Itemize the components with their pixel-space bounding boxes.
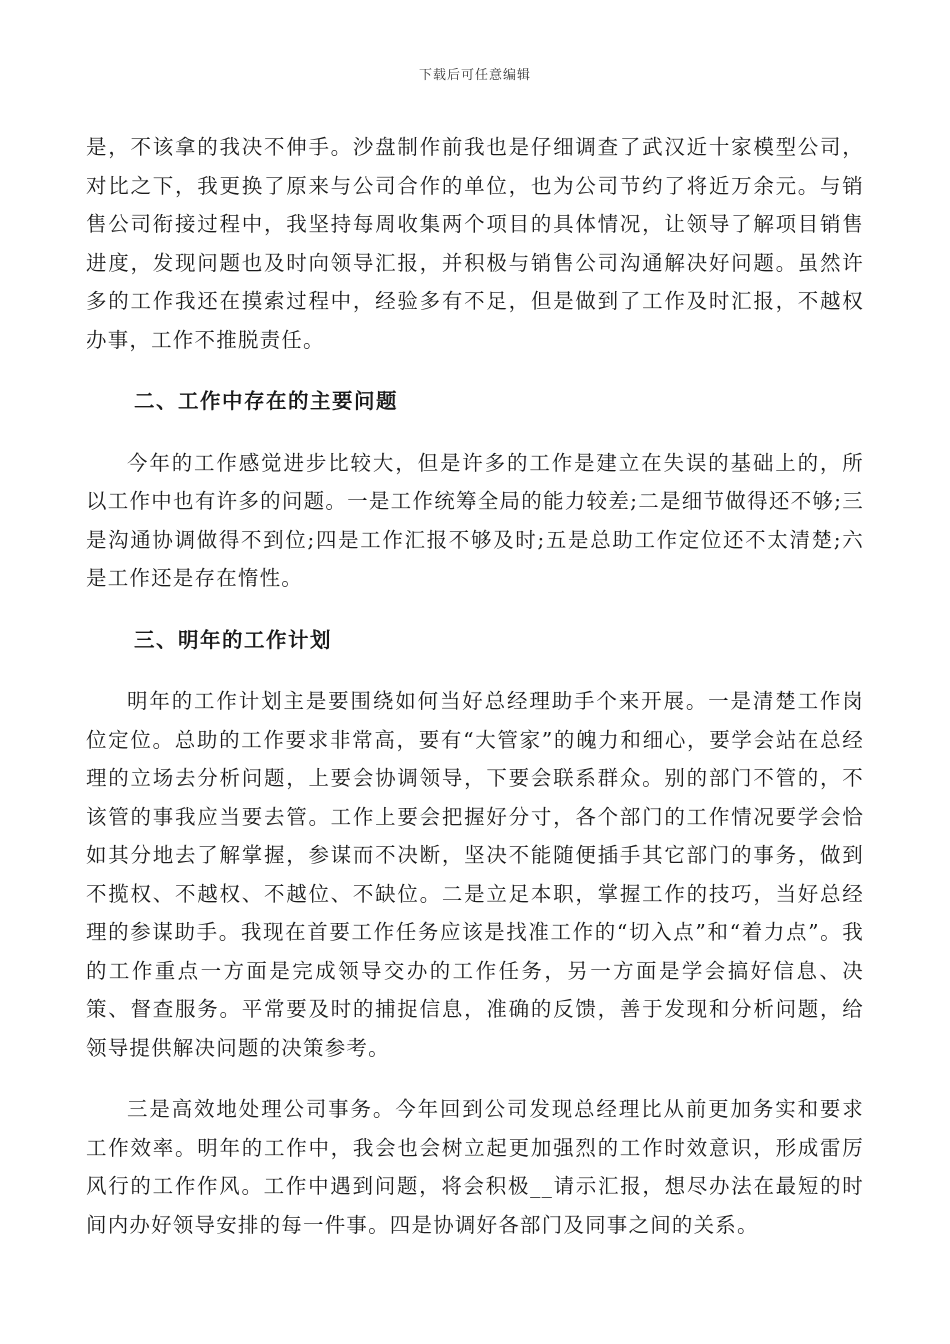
section-heading-plan: 三、明年的工作计划 [134,627,332,652]
spacer [86,1067,864,1090]
paragraph-plan: 明年的工作计划主是要围绕如何当好总经理助手个来开展。一是清楚工作岗位定位。总助的工作要求非常高，要有“大管家”的魄力和细心，要学会站在总经理的立场去分析问题，上要会协调领导，下要会联系群众。别的部门不管的，不该管的事我应当要去管。工作上要会把握好分寸，各个部门的工作情况要学会恰如其分地去了解掌握，参谋而不决断，坚决不能随便插手其它部门的事务，做到不揽权、不越权、不越位、不缺位。二是立足本职，掌握工作的技巧，当好总经理的参谋助手。我现在首要工作任务应该是找准工作的“切入点”和“着力点”。我的工作重点一方面是完成领导交办的工作任务，另一方面是学会搞好信息、决策、督查服务。平常要及时的捕捉信息，准确的反馈，善于发现和分析问题，给领导提供解决问题的决策参考。 [86,689,864,1060]
spacer [86,598,864,621]
section-heading-problems: 二、工作中存在的主要问题 [134,389,398,413]
paragraph-efficiency: 三是高效地处理公司事务。今年回到公司发现总经理比从前更加务实和要求工作效率。明年的工作中，我会也会树立起更加强烈的工作时效意识，形成雷厉风行的工作作风。工作中遇到问题，将会积极__请示汇报，想尽办法在最短的时间内办好领导安排的每一件事。四是协调好各部门及同事之间的关系。 [86,1097,864,1237]
paragraph-problems: 今年的工作感觉进步比较大，但是许多的工作是建立在失误的基础上的，所以工作中也有许多的问题。一是工作统筹全局的能力较差;二是细节做得还不够;三是沟通协调做得不到位;四是工作汇报不够及时;五是总助工作定位还不太清楚;六是工作还是存在惰性。 [86,450,864,590]
spacer [86,359,864,382]
spacer [86,659,864,682]
page-header: 下载后可任意编辑 [418,68,531,83]
spacer [86,421,864,444]
paragraph-continuation: 是，不该拿的我决不伸手。沙盘制作前我也是仔细调查了武汉近十家模型公司，对比之下，我更换了原来与公司合作的单位，也为公司节约了将近万余元。与销售公司衔接过程中，我坚持每周收集两个项目的具体情况，让领导了解项目销售进度，发现问题也及时向领导汇报，并积极与销售公司沟通解决好问题。虽然许多的工作我还在摸索过程中，经验多有不足，但是做到了工作及时汇报，不越权办事，工作不推脱责任。 [86,135,864,352]
document-body [86,128,864,1244]
